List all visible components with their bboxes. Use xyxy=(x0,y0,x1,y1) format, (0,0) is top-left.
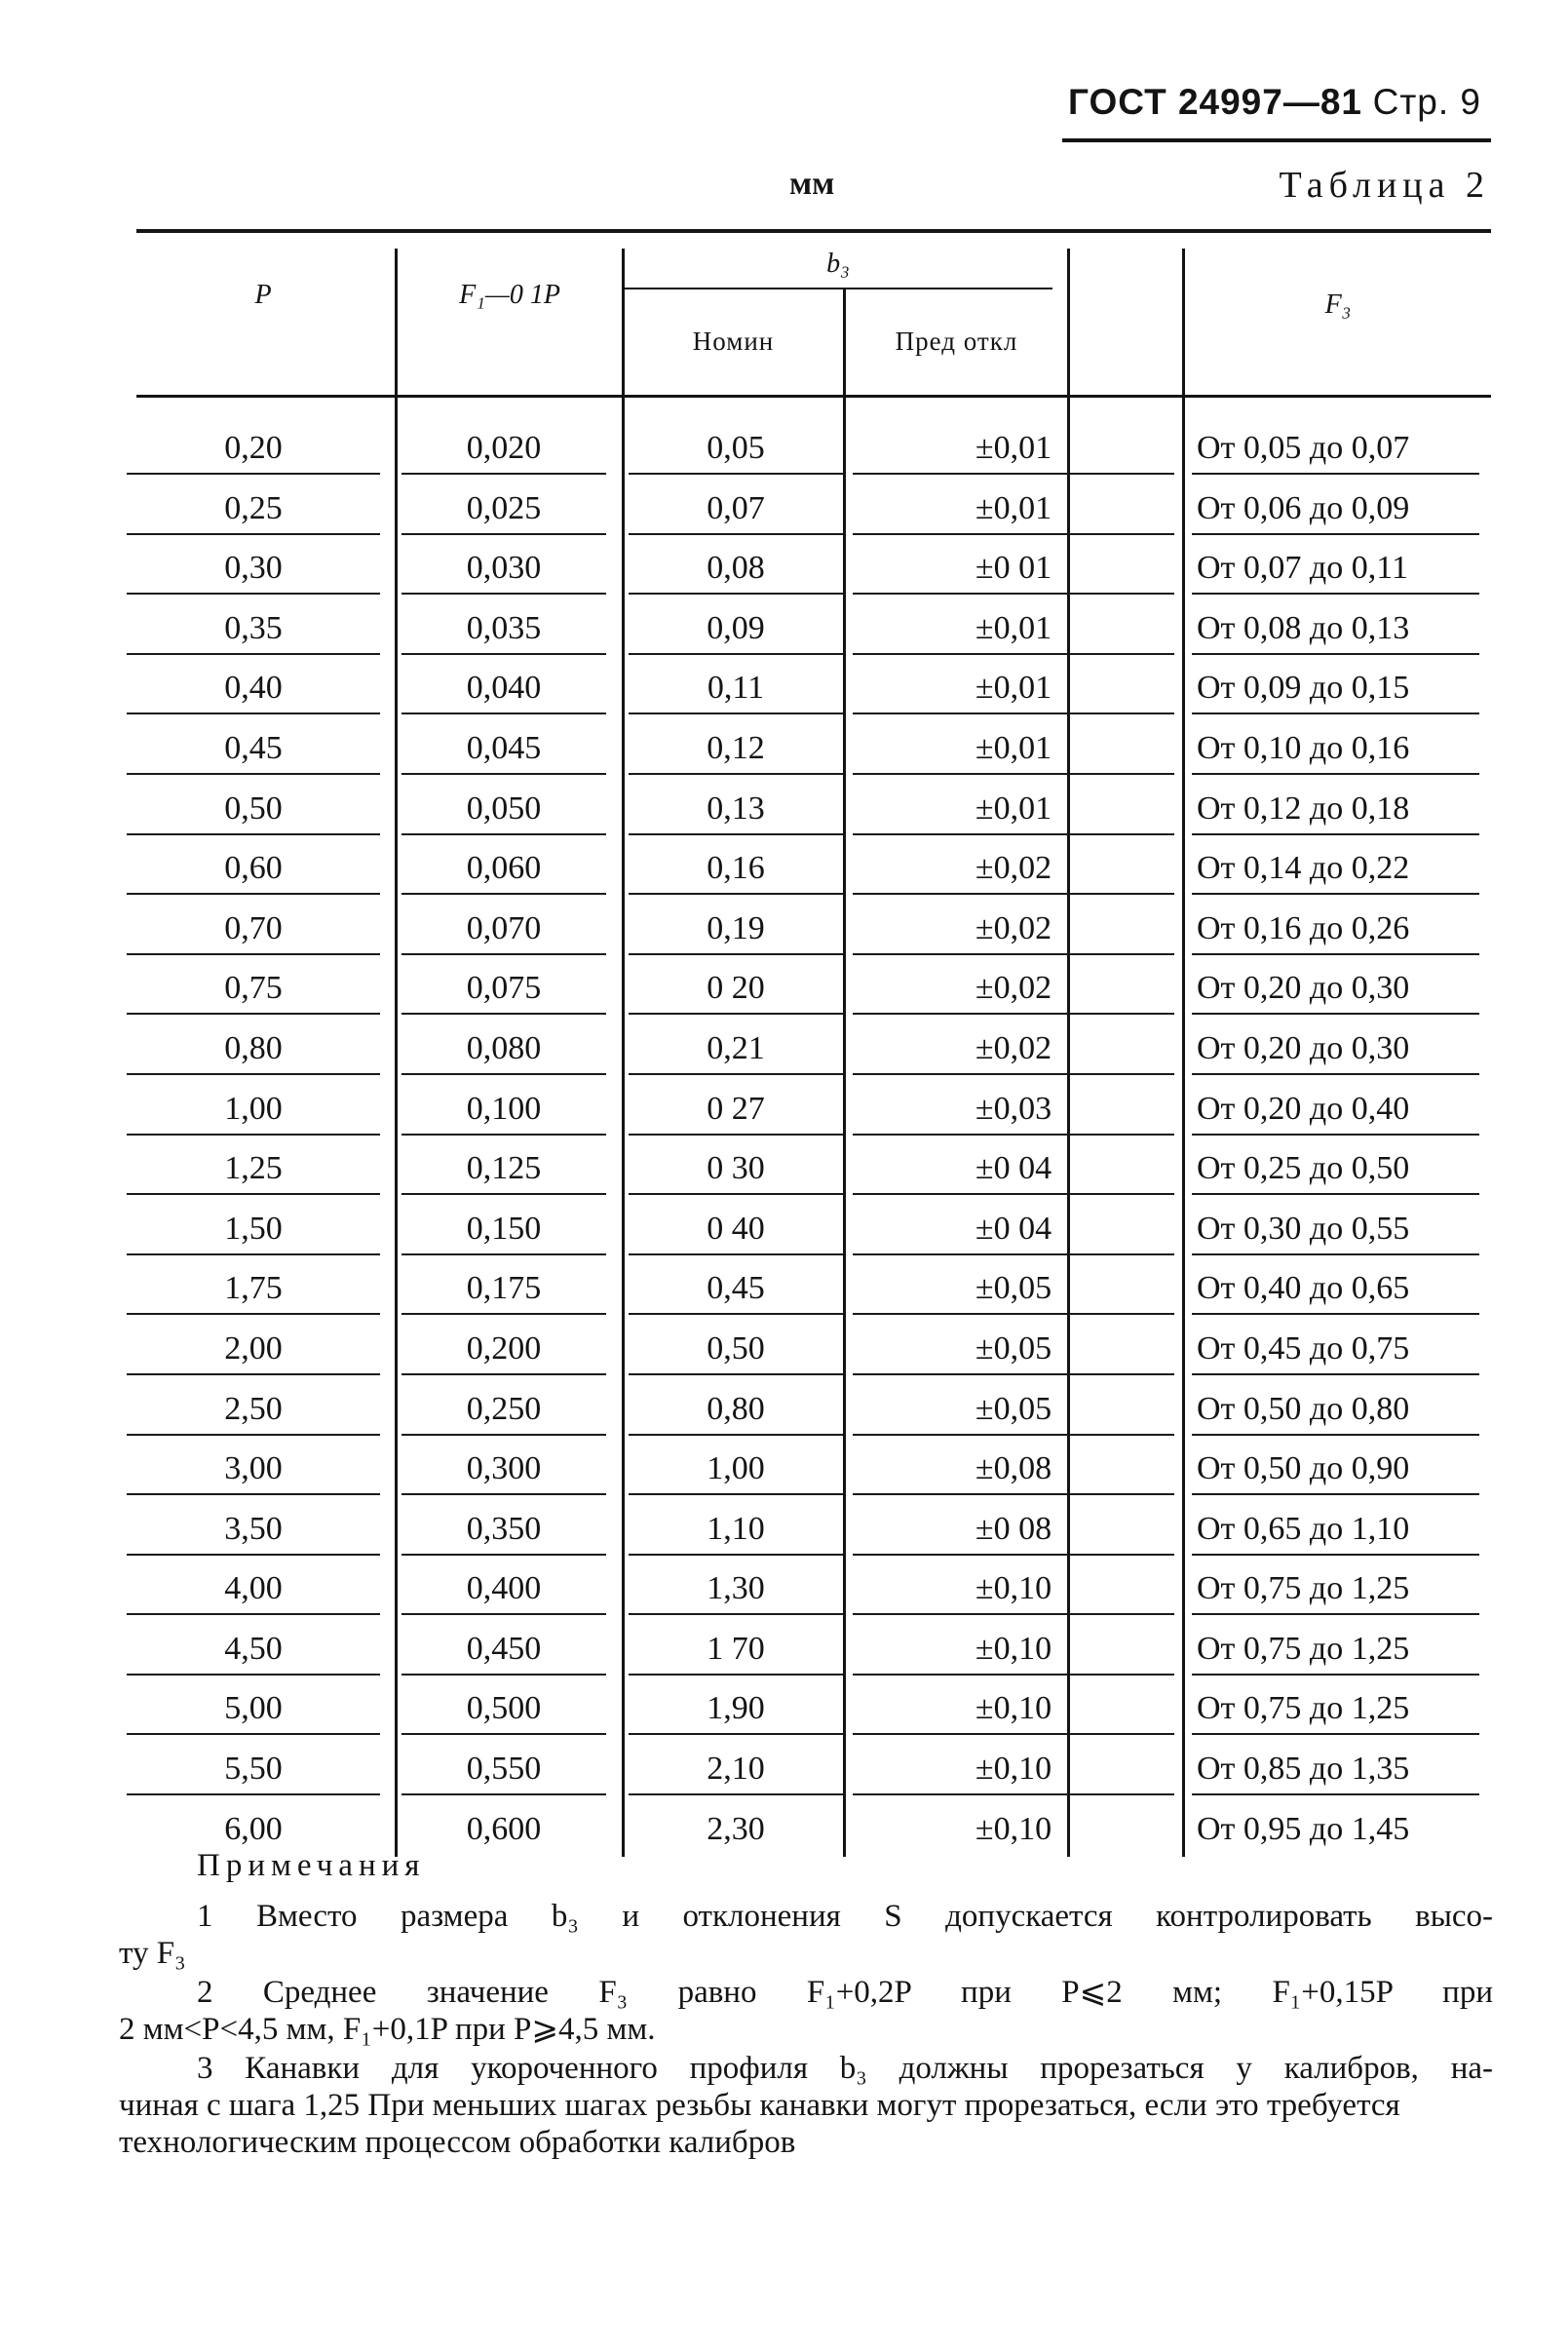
cell-p: 0,35 xyxy=(127,604,380,655)
cell-p: 4,00 xyxy=(127,1564,380,1615)
note-1-line: 1 Вместо размера b₃ и отклонения S допускается контролировать высо- xyxy=(197,1899,1493,1934)
note-3-line: 3 Канавки для укороченного профиля b₃ должны прорезаться у калибров, на- xyxy=(197,2051,1493,2086)
cell-p: 0,45 xyxy=(127,724,380,775)
header-b3: b₃ xyxy=(826,249,850,279)
cell-p: 0,70 xyxy=(127,905,380,955)
table-row xyxy=(136,842,1491,903)
cell-nomin: 1,10 xyxy=(629,1505,843,1556)
cell-f3: От 0,16 до 0,26 xyxy=(1192,905,1479,955)
cell-nomin: 1,90 xyxy=(629,1684,843,1735)
cell-deviation: ±0,05 xyxy=(853,1264,1174,1315)
table-row xyxy=(136,722,1491,783)
cell-f1: 0,045 xyxy=(402,724,606,775)
cell-deviation: ±0,01 xyxy=(853,604,1174,655)
cell-f1: 0,250 xyxy=(402,1385,606,1436)
table-header-rule xyxy=(136,395,1491,398)
cell-nomin: 0,08 xyxy=(629,544,843,595)
table-row xyxy=(136,422,1491,482)
cell-f1: 0,040 xyxy=(402,664,606,714)
cell-nomin: 0,07 xyxy=(629,484,843,535)
cell-deviation: ±0,08 xyxy=(853,1445,1174,1495)
cell-f3: От 0,08 до 0,13 xyxy=(1192,604,1479,655)
data-table xyxy=(136,229,1491,1857)
cell-p: 1,25 xyxy=(127,1144,380,1195)
cell-deviation: ±0 08 xyxy=(853,1505,1174,1556)
table-row xyxy=(136,1142,1491,1203)
cell-f3: От 0,50 до 0,90 xyxy=(1192,1445,1479,1495)
cell-nomin: 0 40 xyxy=(629,1205,843,1255)
cell-nomin: 0,12 xyxy=(629,724,843,775)
standard-number: ГОСТ 24997—81 xyxy=(1068,82,1362,122)
cell-f3: От 0,09 до 0,15 xyxy=(1192,664,1479,714)
cell-deviation: ±0 04 xyxy=(853,1205,1174,1255)
cell-nomin: 0,13 xyxy=(629,785,843,835)
cell-f3: От 0,14 до 0,22 xyxy=(1192,844,1479,895)
cell-p: 0,30 xyxy=(127,544,380,595)
cell-deviation: ±0,10 xyxy=(853,1625,1174,1676)
cell-deviation: ±0,10 xyxy=(853,1564,1174,1615)
table-row xyxy=(136,1503,1491,1563)
cell-f3: От 0,07 до 0,11 xyxy=(1192,544,1479,595)
cell-nomin: 1 70 xyxy=(629,1625,843,1676)
cell-nomin: 0 30 xyxy=(629,1144,843,1195)
cell-p: 3,50 xyxy=(127,1505,380,1556)
header-f3: F₃ xyxy=(1324,289,1352,320)
cell-f1: 0,350 xyxy=(402,1505,606,1556)
table-row xyxy=(136,1743,1491,1803)
cell-p: 5,50 xyxy=(127,1745,380,1795)
table-row xyxy=(136,1562,1491,1623)
note-3-rest: чиная с шага 1,25 При меньших шагах резьбы канавки могут прорезаться, если это требуется технологическим процессом обработки калибров xyxy=(119,2088,1400,2160)
cell-p: 3,00 xyxy=(127,1445,380,1495)
table-body xyxy=(136,422,1491,1863)
cell-f3: От 0,06 до 0,09 xyxy=(1192,484,1479,535)
cell-p: 0,25 xyxy=(127,484,380,535)
cell-nomin: 0,05 xyxy=(629,424,843,475)
cell-nomin: 2,10 xyxy=(629,1745,843,1795)
cell-f1: 0,025 xyxy=(402,484,606,535)
note-2 xyxy=(119,1974,1493,2048)
cell-f3: От 0,20 до 0,30 xyxy=(1192,964,1479,1015)
cell-f1: 0,020 xyxy=(402,424,606,475)
cell-deviation: ±0,01 xyxy=(853,664,1174,714)
cell-p: 0,75 xyxy=(127,964,380,1015)
table-row xyxy=(136,1323,1491,1383)
table-caption: Таблица 2 xyxy=(1279,165,1490,206)
cell-f3: От 0,75 до 1,25 xyxy=(1192,1564,1479,1615)
table-row xyxy=(136,962,1491,1022)
table-row xyxy=(136,1203,1491,1263)
cell-f3: От 0,40 до 0,65 xyxy=(1192,1264,1479,1315)
cell-deviation: ±0,01 xyxy=(853,785,1174,835)
cell-deviation: ±0,01 xyxy=(853,724,1174,775)
page-number: Стр. 9 xyxy=(1372,82,1481,122)
cell-f3: От 0,75 до 1,25 xyxy=(1192,1625,1479,1676)
cell-deviation: ±0,05 xyxy=(853,1325,1174,1375)
cell-f1: 0,100 xyxy=(402,1085,606,1136)
cell-p: 2,00 xyxy=(127,1325,380,1375)
cell-nomin: 1,00 xyxy=(629,1445,843,1495)
cell-nomin: 1,30 xyxy=(629,1564,843,1615)
cell-nomin: 0,45 xyxy=(629,1264,843,1315)
cell-nomin: 0,11 xyxy=(629,664,843,714)
table-row xyxy=(136,1383,1491,1444)
cell-f3: От 0,20 до 0,40 xyxy=(1192,1085,1479,1136)
table-row xyxy=(136,542,1491,602)
table-row xyxy=(136,482,1491,543)
cell-f3: От 0,85 до 1,35 xyxy=(1192,1745,1479,1795)
cell-deviation: ±0,02 xyxy=(853,1024,1174,1075)
cell-p: 5,00 xyxy=(127,1684,380,1735)
cell-f1: 0,300 xyxy=(402,1445,606,1495)
cell-nomin: 0,21 xyxy=(629,1024,843,1075)
header-deviation: Пред откл xyxy=(895,327,1018,356)
cell-f3: От 0,30 до 0,55 xyxy=(1192,1205,1479,1255)
cell-deviation: ±0,10 xyxy=(975,1810,1052,1847)
cell-f1: 0,175 xyxy=(402,1264,606,1315)
note-2-line: 2 Среднее значение F₃ равно F₁+0,2P при P⩽2 мм; F₁+0,15P при xyxy=(197,1975,1493,2010)
note-1-rest: ту F₃ xyxy=(119,1936,186,1971)
cell-deviation: ±0 01 xyxy=(853,544,1174,595)
table-row xyxy=(136,903,1491,963)
cell-nomin: 0 20 xyxy=(629,964,843,1015)
cell-nomin: 0,50 xyxy=(629,1325,843,1375)
cell-f3: От 0,20 до 0,30 xyxy=(1192,1024,1479,1075)
cell-p: 1,75 xyxy=(127,1264,380,1315)
cell-f3: От 0,50 до 0,80 xyxy=(1192,1385,1479,1436)
cell-deviation: ±0,02 xyxy=(853,844,1174,895)
cell-f1: 0,060 xyxy=(402,844,606,895)
cell-f1: 0,500 xyxy=(402,1684,606,1735)
table-row xyxy=(136,783,1491,843)
cell-nomin: 0,16 xyxy=(629,844,843,895)
cell-f3: От 0,45 до 0,75 xyxy=(1192,1325,1479,1375)
cell-f1: 0,080 xyxy=(402,1024,606,1075)
note-3 xyxy=(119,2050,1493,2161)
cell-f1: 0,450 xyxy=(402,1625,606,1676)
b3-subheader-rule xyxy=(624,288,1052,289)
cell-nomin: 0,19 xyxy=(629,905,843,955)
cell-p: 1,50 xyxy=(127,1205,380,1255)
cell-f1: 0,035 xyxy=(402,604,606,655)
cell-f1: 0,200 xyxy=(402,1325,606,1375)
cell-f3: От 0,10 до 0,16 xyxy=(1192,724,1479,775)
cell-deviation: ±0,02 xyxy=(853,905,1174,955)
table-row xyxy=(136,662,1491,722)
header-nomin: Номин xyxy=(692,327,775,356)
cell-p: 6,00 xyxy=(224,1810,283,1847)
cell-p: 0,60 xyxy=(127,844,380,895)
cell-f1: 0,070 xyxy=(402,905,606,955)
cell-f1: 0,050 xyxy=(402,785,606,835)
note-2-rest: 2 мм<P<4,5 мм, F₁+0,1P при P⩾4,5 мм. xyxy=(119,2012,656,2047)
cell-f3: От 0,95 до 1,45 xyxy=(1197,1810,1410,1847)
cell-f1: 0,400 xyxy=(402,1564,606,1615)
cell-deviation: ±0,01 xyxy=(853,424,1174,475)
cell-p: 2,50 xyxy=(127,1385,380,1436)
cell-nomin: 0,80 xyxy=(629,1385,843,1436)
table-row xyxy=(136,1083,1491,1143)
cell-f3: От 0,05 до 0,07 xyxy=(1192,424,1479,475)
header-f1: F₁—0 1P xyxy=(459,280,560,310)
cell-p: 4,50 xyxy=(127,1625,380,1676)
cell-p: 0,40 xyxy=(127,664,380,714)
notes-title: Примечания xyxy=(197,1848,426,1883)
cell-deviation: ±0,03 xyxy=(853,1085,1174,1136)
table-row xyxy=(136,1623,1491,1683)
cell-nomin: 2,30 xyxy=(707,1810,765,1847)
cell-f1: 0,125 xyxy=(402,1144,606,1195)
note-1 xyxy=(119,1898,1493,1972)
cell-p: 0,20 xyxy=(127,424,380,475)
cell-nomin: 0,09 xyxy=(629,604,843,655)
cell-f3: От 0,65 до 1,10 xyxy=(1192,1505,1479,1556)
cell-deviation: ±0,02 xyxy=(853,964,1174,1015)
cell-f3: От 0,12 до 0,18 xyxy=(1192,785,1479,835)
cell-nomin: 0 27 xyxy=(629,1085,843,1136)
cell-deviation: ±0,05 xyxy=(853,1385,1174,1436)
cell-deviation: ±0,10 xyxy=(853,1684,1174,1735)
table-row xyxy=(136,602,1491,663)
page-header xyxy=(1062,78,1491,142)
table-top-rule xyxy=(136,229,1491,233)
table-row xyxy=(136,1443,1491,1503)
cell-p: 0,80 xyxy=(127,1024,380,1075)
cell-f3: От 0,25 до 0,50 xyxy=(1192,1144,1479,1195)
cell-f1: 0,600 xyxy=(466,1810,542,1847)
cell-deviation: ±0 04 xyxy=(853,1144,1174,1195)
table-row xyxy=(136,1022,1491,1083)
units-label: мм xyxy=(789,166,835,202)
table-row xyxy=(136,1262,1491,1323)
cell-deviation: ±0,10 xyxy=(853,1745,1174,1795)
cell-p: 1,00 xyxy=(127,1085,380,1136)
table-row xyxy=(136,1682,1491,1743)
cell-f1: 0,150 xyxy=(402,1205,606,1255)
cell-p: 0,50 xyxy=(127,785,380,835)
cell-deviation: ±0,01 xyxy=(853,484,1174,535)
cell-f3: От 0,75 до 1,25 xyxy=(1192,1684,1479,1735)
cell-f1: 0,030 xyxy=(402,544,606,595)
header-p: P xyxy=(254,280,272,310)
cell-f1: 0,550 xyxy=(402,1745,606,1795)
cell-f1: 0,075 xyxy=(402,964,606,1015)
